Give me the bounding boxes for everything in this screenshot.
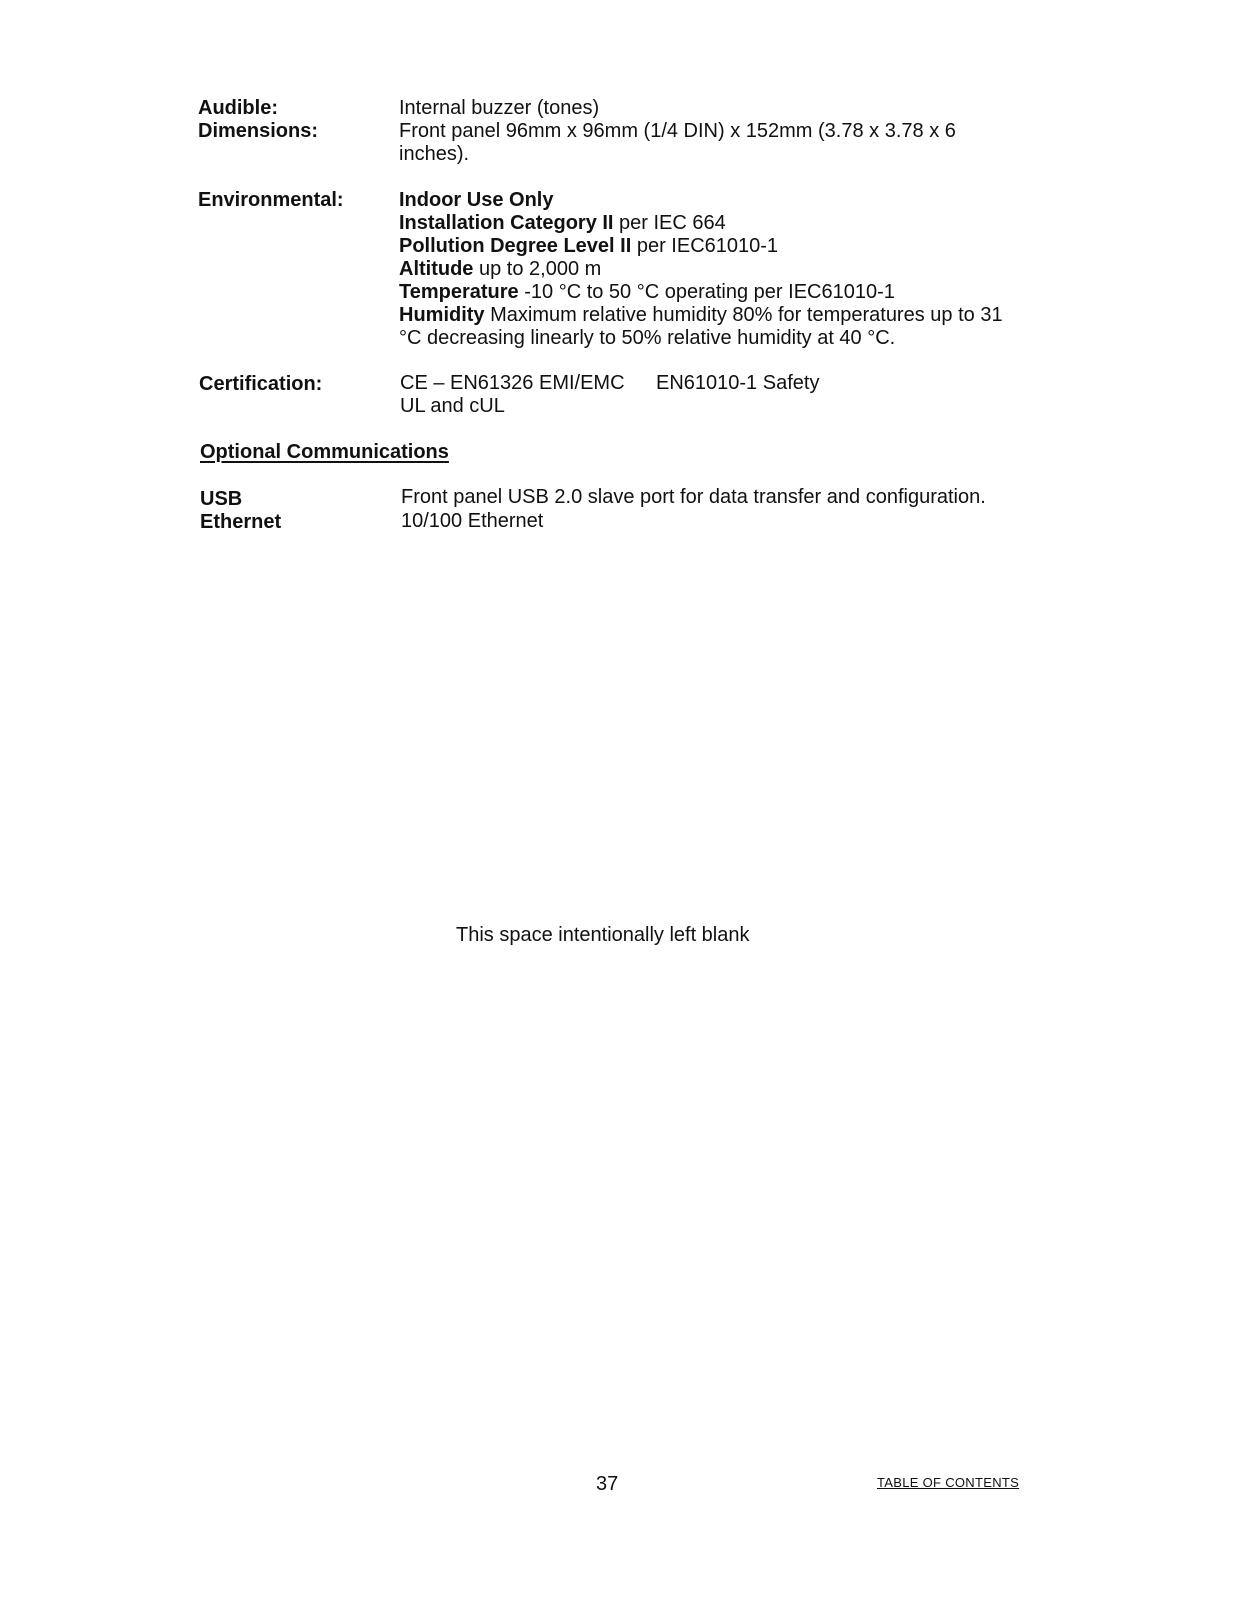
altitude-term: Altitude [399,258,474,280]
optional-communications-heading: Optional Communications [200,441,449,463]
environmental-indoor: Indoor Use Only [399,189,554,211]
installation-term: Installation Category II [399,212,614,234]
audible-value: Internal buzzer (tones) [399,97,600,119]
audible-label: Audible: [198,97,278,119]
certification-label: Certification: [199,373,323,395]
table-of-contents-link[interactable]: TABLE OF CONTENTS [877,1475,1020,1490]
dimensions-value-line1: Front panel 96mm x 96mm (1/4 DIN) x 152mm (3.78 x 3.78 x 6 [399,120,956,142]
temperature-detail: -10 °C to 50 °C operating per IEC61010-1 [518,281,895,303]
blank-space-note: This space intentionally left blank [456,924,750,946]
ethernet-label: Ethernet [200,511,282,533]
environmental-label: Environmental: [198,189,344,211]
certification-safety: EN61010-1 Safety [656,372,820,394]
environmental-temperature [399,281,895,304]
dimensions-label: Dimensions: [198,120,319,142]
certification-ce: CE – EN61326 EMI/EMC [400,372,625,394]
certification-ul: UL and cUL [400,395,505,417]
environmental-altitude [399,258,601,281]
installation-detail: per IEC 664 [613,212,726,234]
ethernet-value: 10/100 Ethernet [401,510,544,532]
temperature-term: Temperature [399,281,519,303]
environmental-humidity-line2: °C decreasing linearly to 50% relative humidity at 40 °C. [399,327,896,349]
humidity-term: Humidity [399,304,485,326]
pollution-term: Pollution Degree Level II [399,235,632,257]
altitude-detail: up to 2,000 m [473,258,602,280]
environmental-installation [399,212,726,235]
usb-label: USB [200,488,243,510]
dimensions-value-line2: inches). [399,143,470,165]
page-number: 37 [596,1473,619,1495]
pollution-detail: per IEC61010-1 [631,235,779,257]
usb-value: Front panel USB 2.0 slave port for data transfer and configuration. [401,486,986,508]
humidity-detail: Maximum relative humidity 80% for temperatures up to 31 [484,304,1003,326]
environmental-pollution [399,235,778,258]
environmental-humidity [399,304,1003,327]
